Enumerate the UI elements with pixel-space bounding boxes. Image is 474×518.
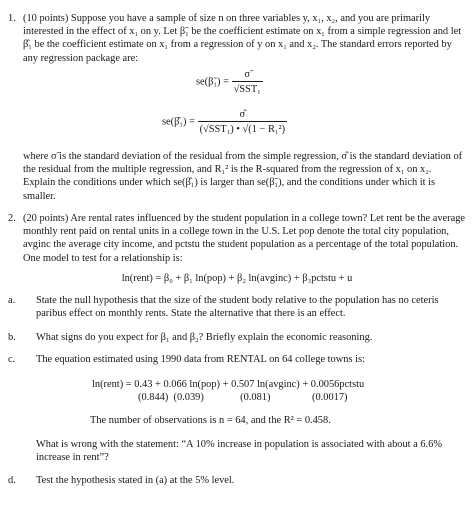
estimated-equation: [92, 378, 364, 404]
equation-se-simple-fraction: [232, 68, 263, 96]
observations-line: [90, 414, 331, 427]
equation-se-simple-numerator: σ̃: [244, 69, 250, 80]
standard-errors-line: (0.844) (0.039) (0.081) (0.0017): [138, 392, 348, 404]
part-b-label: b.: [8, 332, 16, 343]
equation-se-multiple-lhs: se(β̂₁) =: [162, 116, 195, 128]
equation-se-multiple-fraction: [198, 108, 288, 136]
part-c: [8, 353, 466, 366]
part-a-label: a.: [8, 295, 16, 306]
part-b-text: What signs do you expect for β₁ and β₂? Briefly explain the economic reasoning.: [36, 332, 373, 343]
part-d: [8, 474, 466, 487]
part-c-text: The equation estimated using 1990 data from RENTAL on 64 college towns is:: [36, 354, 365, 365]
part-c-question: [36, 438, 466, 464]
part-a-text: State the null hypothesis that the size of the student body relative to the population has no ceteris paribus effect on monthly rents. State the alternative that there is an effect.: [36, 295, 439, 320]
equation-se-multiple-numerator: σ̂: [239, 109, 246, 120]
equation-se-multiple-denominator: (√SST₁) • √(1 − R₁²): [198, 121, 288, 136]
question-1-followup-text: where σ̃ is the standard deviation of the residual from the simple regression, σ̂ is the standard deviation of the residual from the multiple regression, and R₁² is the R-squared from the regression of x₁ on x₂. Explain the conditions under which se(β̂₁) is larger than se(β̃₁), and the conditions under which it is smaller.: [23, 151, 463, 202]
observations-text: The number of observations is n = 64, and the R² = 0.458.: [90, 415, 331, 426]
model-equation-text: ln(rent) = β₀ + β₁ ln(pop) + β₂ ln(avginc) + β₃pctstu + u: [121, 273, 353, 284]
part-d-text: Test the hypothesis stated in (a) at the 5% level.: [36, 475, 235, 486]
part-b: [8, 331, 466, 344]
question-1: [8, 12, 466, 65]
question-1-followup: [8, 150, 466, 203]
part-c-question-text: What is wrong with the statement: “A 10% increase in population is associated with about a 6.6% increase in rent”?: [36, 439, 443, 464]
question-2: [8, 212, 466, 265]
equation-se-simple: [196, 68, 263, 96]
part-c-label: c.: [8, 354, 16, 365]
question-2-number: 2.: [8, 213, 16, 224]
model-equation: [0, 272, 474, 285]
estimated-equation-line: ln(rent) = 0.43 + 0.066 ln(pop) + 0.507 ln(avginc) + 0.0056pctstu: [92, 379, 365, 390]
equation-se-simple-lhs: se(β̃₁) =: [196, 76, 229, 88]
question-1-text: (10 points) Suppose you have a sample of size n on three variables y, x₁, x₂, and you are primarily interested in the effect of x₁ on y. Let β̃₁ be the coefficient estimate on x₁ from a simple regression and let β̂₁ be the coefficient estimate on x₁ from a regression of y on x₁ and x₂. The standard errors reported by any regression package are:: [23, 13, 462, 64]
question-1-number: 1.: [8, 13, 16, 24]
part-d-label: d.: [8, 475, 16, 486]
equation-se-simple-denominator: √SST₁: [232, 81, 263, 96]
part-a: [8, 294, 466, 320]
equation-se-multiple: [162, 108, 287, 136]
question-2-text: (20 points) Are rental rates influenced by the student population in a college town? Let rent be the average monthly rent paid on rental units in a college town in the U.S. Let pop denote the total city population, avginc the average city income, and pctstu the student population as a percentage of the total population. One model to test for a relationship is:: [23, 213, 466, 264]
